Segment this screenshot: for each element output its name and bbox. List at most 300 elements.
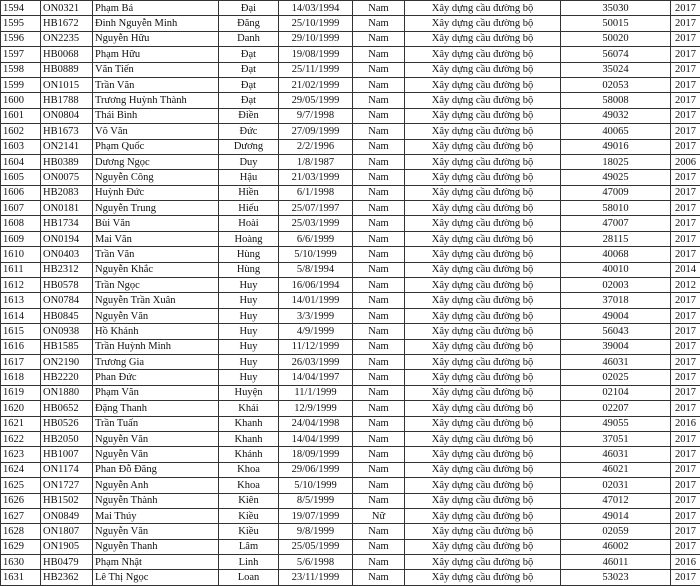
- candidate-code: ON1174: [41, 462, 93, 477]
- reference-number: 50020: [561, 31, 671, 46]
- candidate-code: HB2220: [41, 370, 93, 385]
- first-name: Huy: [219, 278, 279, 293]
- gender: Nam: [353, 308, 405, 323]
- reference-number: 02003: [561, 278, 671, 293]
- reference-number: 56074: [561, 47, 671, 62]
- date-of-birth: 14/04/1999: [279, 431, 353, 446]
- gender: Nam: [353, 262, 405, 277]
- year: 2017: [671, 524, 700, 539]
- major: Xây dựng cầu đường bộ: [405, 370, 561, 385]
- first-name: Kiều: [219, 508, 279, 523]
- first-name: Hậu: [219, 170, 279, 185]
- row-index: 1626: [1, 493, 41, 508]
- candidate-code: ON0804: [41, 108, 93, 123]
- year: 2017: [671, 185, 700, 200]
- year: 2017: [671, 247, 700, 262]
- reference-number: 50015: [561, 16, 671, 31]
- major: Xây dựng cầu đường bộ: [405, 278, 561, 293]
- date-of-birth: 25/11/1999: [279, 62, 353, 77]
- date-of-birth: 5/6/1998: [279, 555, 353, 570]
- reference-number: 49055: [561, 416, 671, 431]
- major: Xây dựng cầu đường bộ: [405, 16, 561, 31]
- table-row: [1, 93, 700, 108]
- major: Xây dựng cầu đường bộ: [405, 170, 561, 185]
- row-index: 1595: [1, 16, 41, 31]
- gender: Nam: [353, 339, 405, 354]
- major: Xây dựng cầu đường bộ: [405, 216, 561, 231]
- last-middle-name: Trần Huỳnh Minh: [93, 339, 219, 354]
- date-of-birth: 27/09/1999: [279, 124, 353, 139]
- last-middle-name: Nguyễn Anh: [93, 478, 219, 493]
- major: Xây dựng cầu đường bộ: [405, 308, 561, 323]
- gender: Nam: [353, 524, 405, 539]
- table-row: [1, 354, 700, 369]
- gender: Nam: [353, 478, 405, 493]
- table-row: [1, 108, 700, 123]
- reference-number: 53023: [561, 570, 671, 585]
- candidate-code: HB0578: [41, 278, 93, 293]
- reference-number: 49014: [561, 508, 671, 523]
- table-row: [1, 570, 700, 585]
- row-index: 1603: [1, 139, 41, 154]
- last-middle-name: Lê Thị Ngọc: [93, 570, 219, 585]
- major: Xây dựng cầu đường bộ: [405, 247, 561, 262]
- last-middle-name: Phạm Quốc: [93, 139, 219, 154]
- last-middle-name: Nguyễn Khắc: [93, 262, 219, 277]
- candidate-code: HB1585: [41, 339, 93, 354]
- last-middle-name: Trần Ngọc: [93, 278, 219, 293]
- candidate-code: HB2050: [41, 431, 93, 446]
- year: 2017: [671, 201, 700, 216]
- date-of-birth: 4/9/1999: [279, 324, 353, 339]
- date-of-birth: 26/03/1999: [279, 354, 353, 369]
- table-row: [1, 339, 700, 354]
- year: 2017: [671, 385, 700, 400]
- gender: Nam: [353, 185, 405, 200]
- first-name: Huy: [219, 339, 279, 354]
- year: 2017: [671, 139, 700, 154]
- first-name: Khánh: [219, 447, 279, 462]
- reference-number: 47012: [561, 493, 671, 508]
- reference-number: 40010: [561, 262, 671, 277]
- candidate-code: ON0181: [41, 201, 93, 216]
- row-index: 1622: [1, 431, 41, 446]
- last-middle-name: Nguyễn Trần Xuân: [93, 293, 219, 308]
- date-of-birth: 29/10/1999: [279, 31, 353, 46]
- last-middle-name: Dương Ngọc: [93, 154, 219, 169]
- year: 2014: [671, 262, 700, 277]
- gender: Nam: [353, 108, 405, 123]
- reference-number: 58008: [561, 93, 671, 108]
- first-name: Linh: [219, 555, 279, 570]
- gender: Nam: [353, 354, 405, 369]
- table-row: [1, 278, 700, 293]
- reference-number: 47009: [561, 185, 671, 200]
- date-of-birth: 25/05/1999: [279, 539, 353, 554]
- date-of-birth: 9/8/1999: [279, 524, 353, 539]
- candidate-code: ON0938: [41, 324, 93, 339]
- candidate-code: HB1734: [41, 216, 93, 231]
- row-index: 1614: [1, 308, 41, 323]
- year: 2017: [671, 62, 700, 77]
- reference-number: 18025: [561, 154, 671, 169]
- date-of-birth: 16/06/1994: [279, 278, 353, 293]
- first-name: Đức: [219, 124, 279, 139]
- gender: Nam: [353, 124, 405, 139]
- table-row: [1, 201, 700, 216]
- last-middle-name: Nguyễn Văn: [93, 447, 219, 462]
- major: Xây dựng cầu đường bộ: [405, 324, 561, 339]
- gender: Nam: [353, 139, 405, 154]
- gender: Nam: [353, 247, 405, 262]
- major: Xây dựng cầu đường bộ: [405, 154, 561, 169]
- gender: Nam: [353, 493, 405, 508]
- year: 2017: [671, 570, 700, 585]
- year: 2017: [671, 93, 700, 108]
- gender: Nam: [353, 447, 405, 462]
- row-index: 1620: [1, 401, 41, 416]
- reference-number: 02207: [561, 401, 671, 416]
- year: 2017: [671, 108, 700, 123]
- candidate-code: ON1807: [41, 524, 93, 539]
- gender: Nam: [353, 31, 405, 46]
- major: Xây dựng cầu đường bộ: [405, 354, 561, 369]
- major: Xây dựng cầu đường bộ: [405, 385, 561, 400]
- last-middle-name: Trương Gia: [93, 354, 219, 369]
- first-name: Huy: [219, 293, 279, 308]
- row-index: 1610: [1, 247, 41, 262]
- table-row: [1, 31, 700, 46]
- gender: Nam: [353, 1, 405, 16]
- last-middle-name: Huỳnh Đức: [93, 185, 219, 200]
- gender: Nam: [353, 539, 405, 554]
- first-name: Đạt: [219, 93, 279, 108]
- candidate-code: ON1880: [41, 385, 93, 400]
- row-index: 1607: [1, 201, 41, 216]
- first-name: Loan: [219, 570, 279, 585]
- year: 2017: [671, 401, 700, 416]
- table-row: [1, 47, 700, 62]
- candidate-code: ON1905: [41, 539, 93, 554]
- reference-number: 02031: [561, 478, 671, 493]
- date-of-birth: 11/1/1999: [279, 385, 353, 400]
- first-name: Danh: [219, 31, 279, 46]
- date-of-birth: 29/06/1999: [279, 462, 353, 477]
- gender: Nam: [353, 416, 405, 431]
- reference-number: 49032: [561, 108, 671, 123]
- year: 2017: [671, 324, 700, 339]
- row-index: 1618: [1, 370, 41, 385]
- first-name: Đăng: [219, 16, 279, 31]
- last-middle-name: Trần Văn: [93, 77, 219, 92]
- reference-number: 02104: [561, 385, 671, 400]
- last-middle-name: Nguyễn Thanh: [93, 539, 219, 554]
- year: 2017: [671, 16, 700, 31]
- gender: Nam: [353, 93, 405, 108]
- first-name: Đạt: [219, 47, 279, 62]
- year: 2017: [671, 1, 700, 16]
- reference-number: 40065: [561, 124, 671, 139]
- reference-number: 37051: [561, 431, 671, 446]
- candidate-code: ON0194: [41, 231, 93, 246]
- major: Xây dựng cầu đường bộ: [405, 62, 561, 77]
- major: Xây dựng cầu đường bộ: [405, 493, 561, 508]
- table-row: [1, 185, 700, 200]
- table-row: [1, 16, 700, 31]
- date-of-birth: 25/10/1999: [279, 16, 353, 31]
- gender: Nam: [353, 324, 405, 339]
- year: 2017: [671, 493, 700, 508]
- major: Xây dựng cầu đường bộ: [405, 539, 561, 554]
- reference-number: 35024: [561, 62, 671, 77]
- row-index: 1631: [1, 570, 41, 585]
- major: Xây dựng cầu đường bộ: [405, 293, 561, 308]
- last-middle-name: Nguyễn Văn: [93, 524, 219, 539]
- last-middle-name: Mai Thúy: [93, 508, 219, 523]
- gender: Nam: [353, 154, 405, 169]
- candidate-code: HB2312: [41, 262, 93, 277]
- major: Xây dựng cầu đường bộ: [405, 508, 561, 523]
- date-of-birth: 14/03/1994: [279, 1, 353, 16]
- date-of-birth: 25/07/1997: [279, 201, 353, 216]
- first-name: Hiền: [219, 185, 279, 200]
- first-name: Khoa: [219, 462, 279, 477]
- reference-number: 39004: [561, 339, 671, 354]
- first-name: Kiên: [219, 493, 279, 508]
- candidate-code: HB0389: [41, 154, 93, 169]
- candidate-code: HB0068: [41, 47, 93, 62]
- last-middle-name: Phan Đức: [93, 370, 219, 385]
- year: 2017: [671, 77, 700, 92]
- row-index: 1630: [1, 555, 41, 570]
- date-of-birth: 11/12/1999: [279, 339, 353, 354]
- last-middle-name: Nguyễn Văn: [93, 308, 219, 323]
- reference-number: 46021: [561, 462, 671, 477]
- row-index: 1606: [1, 185, 41, 200]
- table-row: [1, 170, 700, 185]
- row-index: 1611: [1, 262, 41, 277]
- first-name: Khoa: [219, 478, 279, 493]
- row-index: 1628: [1, 524, 41, 539]
- date-of-birth: 23/11/1999: [279, 570, 353, 585]
- reference-number: 49004: [561, 308, 671, 323]
- date-of-birth: 5/10/1999: [279, 478, 353, 493]
- major: Xây dựng cầu đường bộ: [405, 339, 561, 354]
- last-middle-name: Đinh Nguyễn Minh: [93, 16, 219, 31]
- table-row: [1, 508, 700, 523]
- table-row: [1, 124, 700, 139]
- table-row: [1, 308, 700, 323]
- date-of-birth: 8/5/1999: [279, 493, 353, 508]
- year: 2017: [671, 539, 700, 554]
- gender: Nam: [353, 555, 405, 570]
- candidate-code: HB0889: [41, 62, 93, 77]
- table-row: [1, 293, 700, 308]
- major: Xây dựng cầu đường bộ: [405, 231, 561, 246]
- date-of-birth: 3/3/1999: [279, 308, 353, 323]
- candidate-code: HB1673: [41, 124, 93, 139]
- date-of-birth: 5/10/1999: [279, 247, 353, 262]
- first-name: Kiều: [219, 524, 279, 539]
- table-row: [1, 77, 700, 92]
- gender: Nam: [353, 401, 405, 416]
- year: 2017: [671, 339, 700, 354]
- last-middle-name: Văn Tiến: [93, 62, 219, 77]
- row-index: 1621: [1, 416, 41, 431]
- year: 2017: [671, 293, 700, 308]
- date-of-birth: 19/08/1999: [279, 47, 353, 62]
- candidate-code: ON0849: [41, 508, 93, 523]
- row-index: 1601: [1, 108, 41, 123]
- reference-number: 49025: [561, 170, 671, 185]
- first-name: Điền: [219, 108, 279, 123]
- candidate-code: ON1727: [41, 478, 93, 493]
- table-row: [1, 247, 700, 262]
- row-index: 1619: [1, 385, 41, 400]
- last-middle-name: Mai Văn: [93, 231, 219, 246]
- date-of-birth: 5/8/1994: [279, 262, 353, 277]
- table-row: [1, 478, 700, 493]
- candidate-code: ON0403: [41, 247, 93, 262]
- candidate-code: HB0479: [41, 555, 93, 570]
- gender: Nam: [353, 462, 405, 477]
- last-middle-name: Trần Văn: [93, 247, 219, 262]
- candidate-code: HB2362: [41, 570, 93, 585]
- first-name: Đại: [219, 1, 279, 16]
- row-index: 1609: [1, 231, 41, 246]
- candidate-code: ON0075: [41, 170, 93, 185]
- last-middle-name: Nguyễn Hữu: [93, 31, 219, 46]
- major: Xây dựng cầu đường bộ: [405, 262, 561, 277]
- first-name: Khanh: [219, 416, 279, 431]
- year: 2017: [671, 431, 700, 446]
- first-name: Huy: [219, 354, 279, 369]
- date-of-birth: 18/09/1999: [279, 447, 353, 462]
- major: Xây dựng cầu đường bộ: [405, 31, 561, 46]
- major: Xây dựng cầu đường bộ: [405, 139, 561, 154]
- table-row: [1, 139, 700, 154]
- first-name: Dương: [219, 139, 279, 154]
- major: Xây dựng cầu đường bộ: [405, 555, 561, 570]
- table-row: [1, 385, 700, 400]
- last-middle-name: Phạm Nhật: [93, 555, 219, 570]
- gender: Nam: [353, 201, 405, 216]
- first-name: Đạt: [219, 77, 279, 92]
- year: 2016: [671, 555, 700, 570]
- row-index: 1594: [1, 1, 41, 16]
- year: 2017: [671, 47, 700, 62]
- last-middle-name: Nguyễn Thành: [93, 493, 219, 508]
- reference-number: 46002: [561, 539, 671, 554]
- date-of-birth: 12/9/1999: [279, 401, 353, 416]
- candidate-code: HB0526: [41, 416, 93, 431]
- row-index: 1624: [1, 462, 41, 477]
- major: Xây dựng cầu đường bộ: [405, 570, 561, 585]
- gender: Nam: [353, 216, 405, 231]
- row-index: 1598: [1, 62, 41, 77]
- date-of-birth: 21/02/1999: [279, 77, 353, 92]
- table-row: [1, 401, 700, 416]
- gender: Nam: [353, 231, 405, 246]
- year: 2017: [671, 370, 700, 385]
- row-index: 1596: [1, 31, 41, 46]
- row-index: 1612: [1, 278, 41, 293]
- gender: Nam: [353, 16, 405, 31]
- reference-number: 46011: [561, 555, 671, 570]
- row-index: 1616: [1, 339, 41, 354]
- reference-number: 28115: [561, 231, 671, 246]
- row-index: 1597: [1, 47, 41, 62]
- date-of-birth: 14/04/1997: [279, 370, 353, 385]
- first-name: Hoài: [219, 216, 279, 231]
- major: Xây dựng cầu đường bộ: [405, 416, 561, 431]
- row-index: 1600: [1, 93, 41, 108]
- major: Xây dựng cầu đường bộ: [405, 185, 561, 200]
- row-index: 1604: [1, 154, 41, 169]
- last-middle-name: Phạm Văn: [93, 385, 219, 400]
- candidate-code: HB1007: [41, 447, 93, 462]
- row-index: 1629: [1, 539, 41, 554]
- major: Xây dựng cầu đường bộ: [405, 401, 561, 416]
- reference-number: 02025: [561, 370, 671, 385]
- first-name: Khải: [219, 401, 279, 416]
- last-middle-name: Thái Bình: [93, 108, 219, 123]
- major: Xây dựng cầu đường bộ: [405, 478, 561, 493]
- candidate-code: ON2235: [41, 31, 93, 46]
- last-middle-name: Trương Huỳnh Thành: [93, 93, 219, 108]
- first-name: Huyện: [219, 385, 279, 400]
- last-middle-name: Phan Đỗ Đăng: [93, 462, 219, 477]
- last-middle-name: Trần Tuấn: [93, 416, 219, 431]
- reference-number: 02053: [561, 77, 671, 92]
- major: Xây dựng cầu đường bộ: [405, 77, 561, 92]
- candidate-code: HB0652: [41, 401, 93, 416]
- gender: Nữ: [353, 508, 405, 523]
- row-index: 1623: [1, 447, 41, 462]
- first-name: Huy: [219, 308, 279, 323]
- first-name: Hùng: [219, 262, 279, 277]
- first-name: Đạt: [219, 62, 279, 77]
- major: Xây dựng cầu đường bộ: [405, 524, 561, 539]
- date-of-birth: 6/1/1998: [279, 185, 353, 200]
- row-index: 1608: [1, 216, 41, 231]
- row-index: 1615: [1, 324, 41, 339]
- candidate-code: ON0784: [41, 293, 93, 308]
- gender: Nam: [353, 278, 405, 293]
- gender: Nam: [353, 293, 405, 308]
- table-row: [1, 493, 700, 508]
- major: Xây dựng cầu đường bộ: [405, 431, 561, 446]
- table-row: [1, 416, 700, 431]
- first-name: Lâm: [219, 539, 279, 554]
- table-row: [1, 539, 700, 554]
- date-of-birth: 29/05/1999: [279, 93, 353, 108]
- last-middle-name: Nguyễn Công: [93, 170, 219, 185]
- date-of-birth: 6/6/1999: [279, 231, 353, 246]
- row-index: 1617: [1, 354, 41, 369]
- reference-number: 02059: [561, 524, 671, 539]
- table-row: [1, 431, 700, 446]
- gender: Nam: [353, 62, 405, 77]
- year: 2016: [671, 416, 700, 431]
- candidate-code: ON1015: [41, 77, 93, 92]
- candidate-code: HB1502: [41, 493, 93, 508]
- major: Xây dựng cầu đường bộ: [405, 93, 561, 108]
- year: 2006: [671, 154, 700, 169]
- table-row: [1, 555, 700, 570]
- reference-number: 56043: [561, 324, 671, 339]
- table-row: [1, 462, 700, 477]
